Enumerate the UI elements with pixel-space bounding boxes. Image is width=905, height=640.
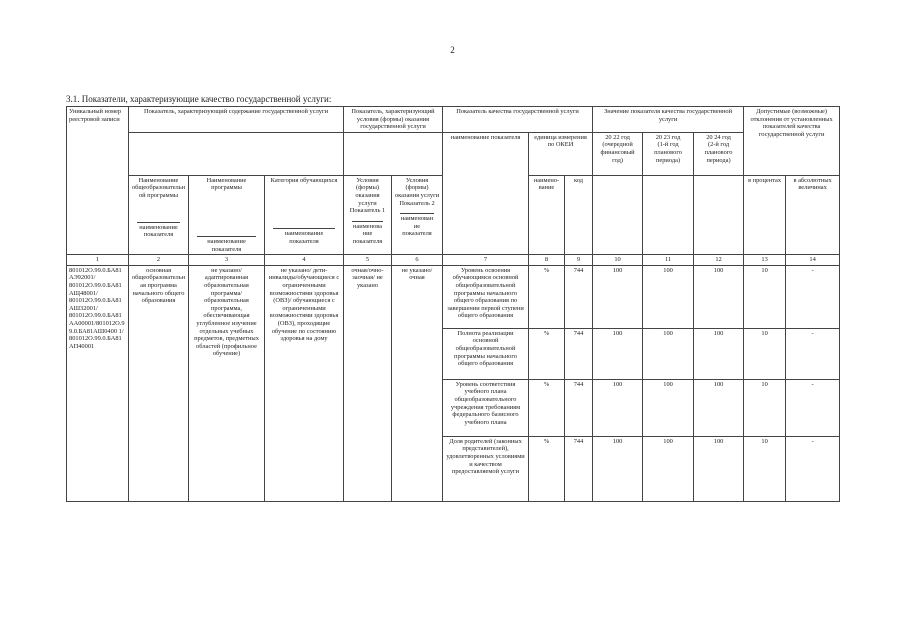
column-number: 14 bbox=[786, 255, 840, 266]
header-student-category-label: Категория обучающихся bbox=[270, 176, 338, 184]
header-condition1 bbox=[344, 175, 392, 254]
header-year2-note: (1-й год планового периода) bbox=[654, 141, 682, 164]
quality-indicators-table bbox=[66, 106, 840, 502]
indicator-year1: 100 bbox=[593, 265, 643, 328]
indicator-year3: 100 bbox=[694, 328, 744, 379]
header-in-absolute: в абсолютных величинах bbox=[786, 175, 840, 254]
header-unit-name: наимено-вание bbox=[529, 175, 565, 254]
indicator-year1: 100 bbox=[593, 436, 643, 501]
section-heading: 3.1. Показатели, характеризующие качество государственной услуги: bbox=[66, 94, 332, 104]
header-conditions-group: Показатель, характеризующий условия (формы) оказания государственной услуги bbox=[344, 107, 443, 133]
indicator-name: Уровень освоения обучающимся основной общеобразовательной программы начального общего образования по завершении первой ступени общего образования bbox=[443, 265, 529, 328]
column-number: 12 bbox=[694, 255, 744, 266]
indicator-code: 744 bbox=[565, 436, 593, 501]
condition1-value: очная/очно-заочная/ не указано bbox=[344, 265, 392, 501]
registry-codes: 801012О.99.0.БА81АЭ92001/ 801012О.99.0.БА81АЩ48001/ 801012О.99.0.БА81АШ32001/ 801012О.99.0.БА81АА00001/801012О.99.0.БА81АШ0400 1/ 801012О.99.0.БА81АП40001 bbox=[67, 265, 129, 501]
edu-program-value: основная общеобразовательная программа начального общего образования bbox=[129, 265, 189, 501]
header-year1 bbox=[593, 132, 643, 175]
column-numbers-row bbox=[67, 255, 840, 266]
header-row-2 bbox=[67, 132, 840, 175]
indicator-deviation-absolute: - bbox=[786, 436, 840, 501]
header-content-group: Показатель, характеризующий содержание государственной услуги bbox=[129, 107, 344, 133]
indicator-year2: 100 bbox=[643, 265, 694, 328]
indicator-deviation-absolute: - bbox=[786, 328, 840, 379]
column-number: 8 bbox=[529, 255, 565, 266]
indicator-name: Полнота реализации основной общеобразовательной программы начального общего образования bbox=[443, 328, 529, 379]
header-conditions-spacer bbox=[344, 132, 443, 175]
header-year2 bbox=[643, 132, 694, 175]
header-student-category-sub: наименование показателя bbox=[273, 228, 335, 245]
header-program-name-label: Наименование программы bbox=[206, 176, 247, 192]
header-condition2-sub: наименование показателя bbox=[400, 215, 434, 238]
header-edu-program-sub: наименование показателя bbox=[137, 222, 180, 239]
indicator-code: 744 bbox=[565, 265, 593, 328]
header-quality-group: Показатель качества государственной услуги bbox=[443, 107, 593, 133]
column-number: 10 bbox=[593, 255, 643, 266]
header-edu-program bbox=[129, 175, 189, 254]
indicator-unit: % bbox=[529, 328, 565, 379]
page-number: 2 bbox=[450, 45, 455, 55]
indicator-code: 744 bbox=[565, 379, 593, 436]
indicator-year3: 100 bbox=[694, 436, 744, 501]
header-condition2 bbox=[392, 175, 443, 254]
column-number: 6 bbox=[392, 255, 443, 266]
indicator-deviation-percent: 10 bbox=[744, 328, 786, 379]
header-program-name-sub: наименование показателя bbox=[197, 236, 256, 253]
header-year3-blank bbox=[694, 175, 744, 254]
table-row bbox=[67, 265, 840, 328]
column-number: 4 bbox=[265, 255, 344, 266]
indicator-unit: % bbox=[529, 436, 565, 501]
column-number: 13 bbox=[744, 255, 786, 266]
header-student-category bbox=[265, 175, 344, 254]
program-name-value: не указано/ адаптированная образовательная программа/ образовательная программа, обеспечивающая углубленное изучение отдельных учебных предметов, предметных областей (профильное обучение) bbox=[189, 265, 265, 501]
header-year1-blank bbox=[593, 175, 643, 254]
header-registry-number: Уникальный номер реестровой записи bbox=[67, 107, 129, 255]
column-number: 1 bbox=[67, 255, 129, 266]
indicator-unit: % bbox=[529, 265, 565, 328]
condition2-value: не указано/ очная bbox=[392, 265, 443, 501]
indicator-year1: 100 bbox=[593, 379, 643, 436]
header-deviation-group: Допустимые (возможные) отклонения от установленных показателей качества государственной услуги bbox=[744, 107, 840, 176]
header-condition1-sub: наименование показателя bbox=[352, 222, 383, 245]
header-year1-label: 20 22 год bbox=[605, 133, 630, 141]
header-values-group: Значение показателя качества государственной услуги bbox=[593, 107, 744, 133]
indicator-name: Уровень соответствия учебного плана общеобразовательного учреждения требованиям федерального базисного учебного плана bbox=[443, 379, 529, 436]
column-number: 9 bbox=[565, 255, 593, 266]
indicator-year3: 100 bbox=[694, 265, 744, 328]
header-year2-blank bbox=[643, 175, 694, 254]
header-year3 bbox=[694, 132, 744, 175]
column-number: 2 bbox=[129, 255, 189, 266]
indicator-code: 744 bbox=[565, 328, 593, 379]
indicator-deviation-absolute: - bbox=[786, 379, 840, 436]
header-condition1-label: Условия (формы) оказания услуги Показатель 1 bbox=[349, 176, 386, 215]
indicator-deviation-percent: 10 bbox=[744, 379, 786, 436]
column-number: 3 bbox=[189, 255, 265, 266]
header-content-spacer bbox=[129, 132, 344, 175]
header-indicator-name: наименование показателя bbox=[443, 132, 529, 254]
column-number: 7 bbox=[443, 255, 529, 266]
header-edu-program-label: Наименование общеобразовательной программы bbox=[131, 176, 186, 199]
header-condition2-label: Условия (формы) оказания услуги Показатель 2 bbox=[394, 176, 440, 207]
header-year1-note: (очередной финансовый год) bbox=[600, 141, 635, 164]
indicator-year3: 100 bbox=[694, 379, 744, 436]
indicator-name: Доля родителей (законных представителей), удовлетворенных условиями и качеством предоставляемой услуги bbox=[443, 436, 529, 501]
header-year3-label: 20 24 год bbox=[706, 133, 731, 141]
indicator-unit: % bbox=[529, 379, 565, 436]
header-row-1 bbox=[67, 107, 840, 133]
indicator-year2: 100 bbox=[643, 379, 694, 436]
column-number: 11 bbox=[643, 255, 694, 266]
header-unit-code: код bbox=[565, 175, 593, 254]
header-program-name bbox=[189, 175, 265, 254]
header-year2-label: 20 23 год bbox=[655, 133, 681, 141]
column-number: 5 bbox=[344, 255, 392, 266]
header-year3-note: (2-й год планового периода) bbox=[704, 141, 733, 164]
student-category-value: не указано/ дети-инвалиды/обучающиеся с ограниченными возможностями здоровья (ОВЗ)/ обучающиеся с ограниченными возможностями здоровья (ОВЗ), проходящие обучение по состоянию здоровья на дому bbox=[265, 265, 344, 501]
indicator-deviation-absolute: - bbox=[786, 265, 840, 328]
indicator-year1: 100 bbox=[593, 328, 643, 379]
header-okei-unit: единица измерения по ОКЕИ bbox=[529, 132, 593, 175]
header-in-percent: в процентах bbox=[744, 175, 786, 254]
indicator-year2: 100 bbox=[643, 328, 694, 379]
indicator-deviation-percent: 10 bbox=[744, 265, 786, 328]
indicator-deviation-percent: 10 bbox=[744, 436, 786, 501]
indicator-year2: 100 bbox=[643, 436, 694, 501]
